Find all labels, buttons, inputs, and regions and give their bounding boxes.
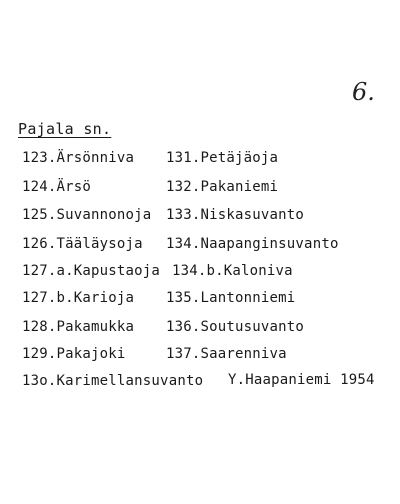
right-entry-5: 134.b.Kaloniva (172, 263, 293, 279)
left-entry-4: 126.Tääläysoja (22, 236, 143, 252)
right-entry-3: 133.Niskasuvanto (166, 207, 305, 223)
left-entry-8: 129.Pakajoki (22, 346, 126, 362)
left-entry-6: 127.b.Karioja (22, 290, 135, 306)
left-entry-9: 13o.Karimellansuvanto (22, 373, 204, 389)
parish-heading: Pajala sn. (18, 120, 112, 138)
right-entry-6: 135.Lantonniemi (166, 290, 296, 306)
page-number: 6. (352, 78, 375, 106)
right-entry-4: 134.Naapanginsuvanto (166, 236, 339, 252)
right-entry-2: 132.Pakaniemi (166, 179, 279, 195)
left-entry-5: 127.a.Kapustaoja (22, 263, 161, 279)
right-entry-8: 137.Saarenniva (166, 346, 287, 362)
right-entry-1: 131.Petäjäoja (166, 150, 279, 166)
signature: Y.Haapaniemi 1954 (228, 372, 375, 388)
left-entry-1: 123.Ärsönniva (22, 150, 135, 166)
left-entry-7: 128.Pakamukka (22, 319, 135, 335)
right-entry-7: 136.Soutusuvanto (166, 319, 305, 335)
left-entry-2: 124.Ärsö (22, 179, 92, 195)
left-entry-3: 125.Suvannonoja (22, 207, 152, 223)
